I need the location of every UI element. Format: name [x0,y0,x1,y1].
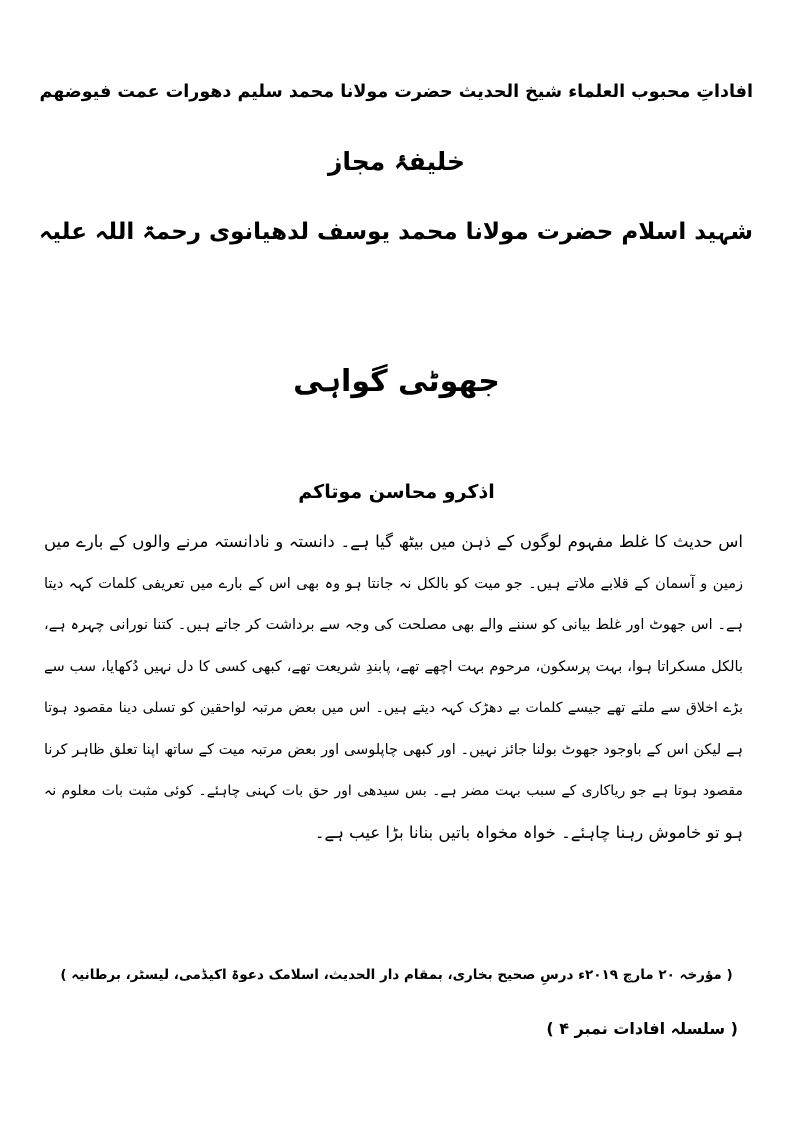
body-line: اس حدیث کا غلط مفہوم لوگوں کے ذہن میں بیٹھ گیا ہے۔ دانستہ و نادانستہ مرنے والوں کے بارے میں [44,532,743,551]
page-title: جھوٹی گواہی [293,364,500,399]
header-attribution: افاداتِ محبوب العلماء شیخ الحدیث حضرت مولانا محمد سلیم دھورات عمت فیوضھم [39,82,753,102]
date-note: ( مؤرخہ ۲۰ مارچ ۲۰۱۹ء درسِ صحیح بخاری، بمقام دار الحدیث، اسلامک دعوۃ اکیڈمی، لیسٹر، برطانیہ ) [60,967,733,983]
body-line: ہو تو خاموش رہنا چاہئے۔ خواہ مخواہ باتیں بنانا بڑا عیب ہے۔ [314,822,743,842]
header-shaykh: شہید اسلام حضرت مولانا محمد یوسف لدھیانوی رحمۃ اللہ علیہ [38,219,753,245]
body-line: بڑے اخلاق سے ملتے تھے جیسے کلمات بے دھڑک کہہ دیتے ہیں۔ اس میں بعض مرتبہ لواحقین کو تسلی دینا مقصود ہوتا [44,700,743,716]
body-line: ہے۔ اس جھوٹ اور غلط بیانی کو سننے والے بھی مصلحت کی وجہ سے برداشت کر جاتے ہیں۔ کتنا نورانی چہرہ ہے، [44,617,743,633]
header [40,74,753,250]
body-line: بالکل مسکراتا ہوا، بہت پرسکون، مرحوم بہت اچھے تھے، پابندِ شریعت تھے، کبھی کسی کا دل نہیں دُکھایا، سب سے [44,658,743,675]
hadith-subtitle: اذکرو محاسن موتاکم [298,481,495,503]
body-line: مقصود ہوتا ہے جو ریاکاری کے سبب بہت مضر ہے۔ بس سیدھی اور حق بات کہنی چاہئے۔ کوئی مثبت بات معلوم نہ [44,783,743,799]
series-note: ( سلسلہ افادات نمبر ۴ ) [546,1019,738,1038]
body-paragraph [44,525,743,857]
header-designation: خلیفۂ مجاز [327,147,466,176]
body-line: زمین و آسمان کے قلابے ملاتے ہیں۔ جو میت کو بالکل نہ جانتا ہو وہ بھی اس کے بارے میں تعریفی کلمات کہہ دیتا [44,575,743,592]
body-line: ہے لیکن اس کے باوجود جھوٹ بولنا جائز نہیں۔ اور کبھی چاپلوسی اور بعض مرتبہ میت کے ساتھ اپنا تعلق ظاہر کرنا [44,741,743,758]
